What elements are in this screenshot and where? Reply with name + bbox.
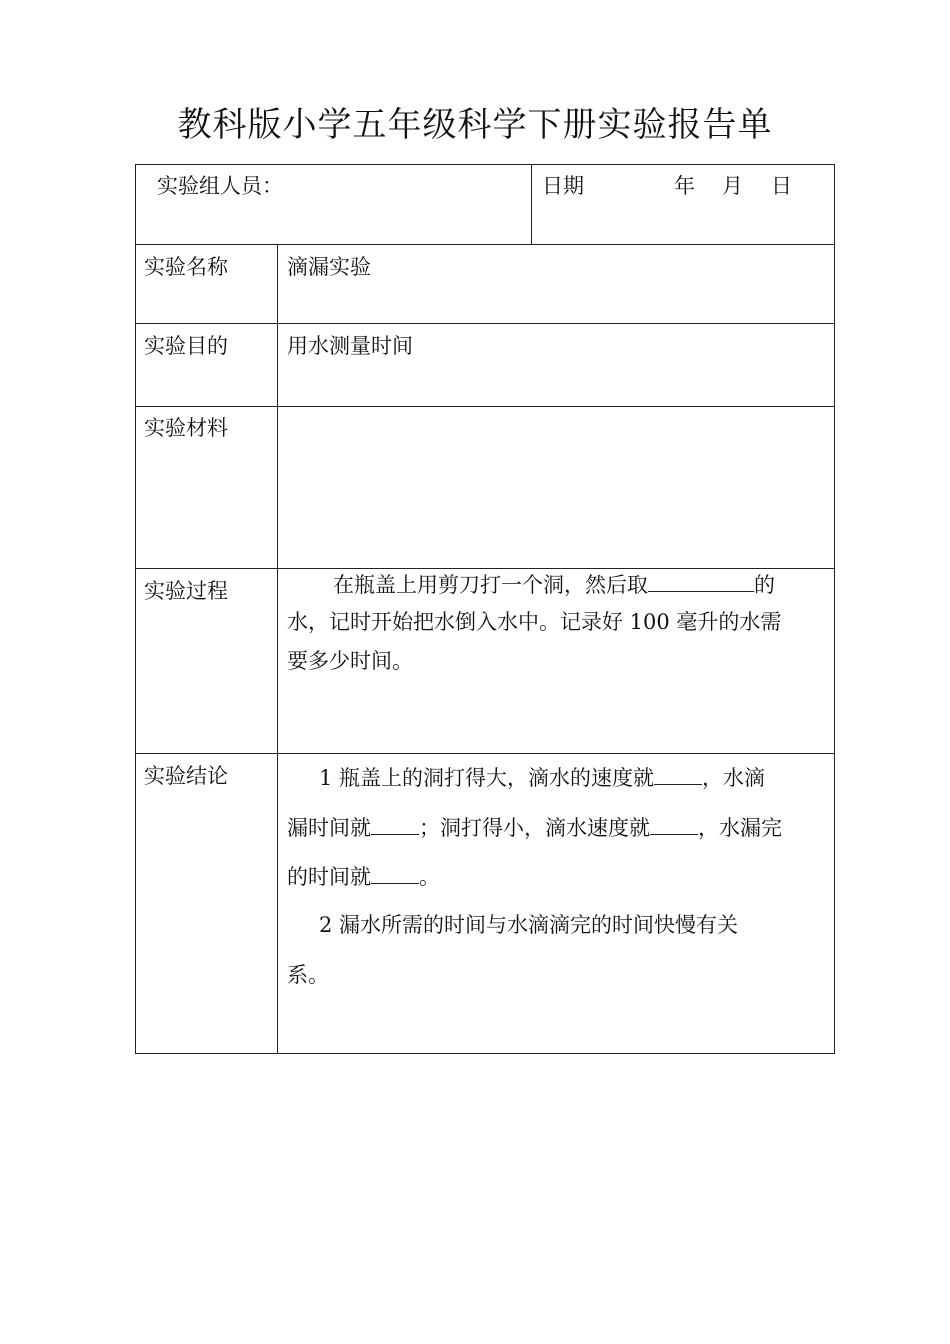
conclusion-line-2 [287,812,782,842]
conclusion-line-4 [287,911,738,939]
label-column-divider [277,244,278,1054]
conclusion-text: ，水漏完 [698,816,782,840]
conclusion-text: 的时间就 [287,865,371,889]
name-value: 滴漏实验 [287,255,371,279]
process-label: 实验过程 [144,579,228,603]
conclusion-text: 漏时间就 [287,816,371,840]
conclusion-blank [371,861,419,884]
year-label: 年 [674,174,695,198]
purpose-value: 用水测量时间 [287,334,413,358]
conclusion-blank [650,812,698,835]
conclusion-text: 。 [419,865,440,889]
month-label: 月 [722,174,743,198]
conclusion-line-1 [287,762,765,792]
conclusion-blank [654,762,702,785]
row-divider [135,244,835,245]
conclusion-line-5: 系。 [287,963,329,987]
materials-label: 实验材料 [144,416,228,440]
purpose-label: 实验目的 [144,334,228,358]
conclusion-text: 2 漏水所需的时间与水滴滴完的时间快慢有关 [319,913,739,937]
conclusion-text: ，水滴 [702,766,766,790]
row-divider [135,406,835,407]
process-line-2: 水，记时开始把水倒入水中。记录好 100 毫升的水需 [287,610,782,634]
process-text: 在瓶盖上用剪刀打一个洞，然后取 [333,573,648,597]
date-label: 日期 [542,174,584,198]
process-line-1 [287,569,775,599]
process-text: 的 [754,573,775,597]
conclusion-blank [371,812,419,835]
row-divider [135,323,835,324]
process-line-3: 要多少时间。 [287,649,413,673]
page-title: 教科版小学五年级科学下册实验报告单 [177,105,773,145]
conclusion-text: ；洞打得小，滴水速度就 [419,816,650,840]
conclusion-text: 1 瓶盖上的洞打得大，滴水的速度就 [319,766,655,790]
members-label: 实验组人员： [157,174,283,198]
day-label: 日 [771,174,792,198]
conclusion-line-3 [287,861,440,891]
name-label: 实验名称 [144,255,228,279]
process-blank [648,569,754,592]
conclusion-label: 实验结论 [144,764,228,788]
row-divider [135,753,835,754]
header-column-divider [531,164,532,245]
